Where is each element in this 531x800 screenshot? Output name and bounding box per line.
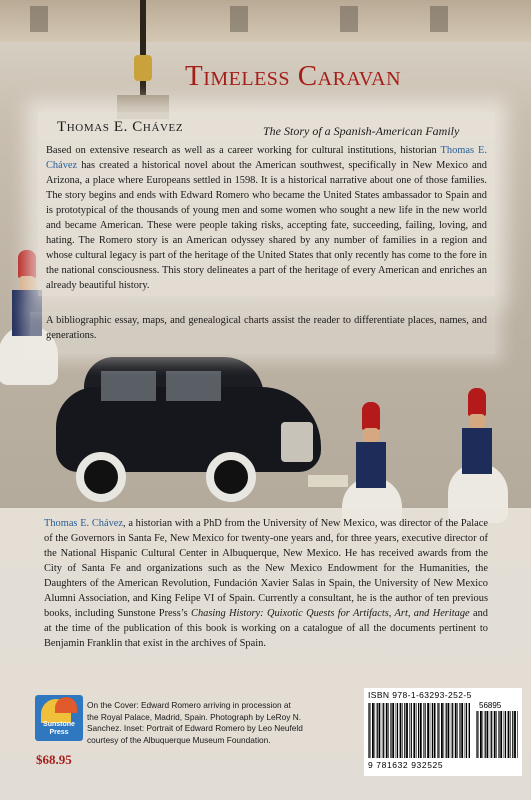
logo-text-1: Sunstone <box>43 721 75 728</box>
barcode-bars-main <box>368 703 470 758</box>
description-author-name: Thomas E. Chávez <box>46 145 487 171</box>
vintage-car <box>56 357 326 507</box>
author-name: Thomas E. Chávez <box>57 119 184 135</box>
price: $68.95 <box>36 752 72 767</box>
cover-credit-note: On the Cover: Edward Romero arriving in procession at the Royal Palace, Madrid, Spain. Photograph by LeRoy N. Sanchez. Inset: Portrait of Edward Romero by Leo Neufeld courtesy of the Albuquerque Museum Foundation. <box>87 700 303 745</box>
bio-book-title: Chasing History: Quixotic Quests for Artifacts, Art, and Heritage <box>191 608 470 619</box>
isbn-barcode <box>364 688 522 776</box>
description-text-1: Based on extensive research as well as a career working for cultural institutions, historian <box>46 145 441 156</box>
bio-text-2: and at the time of the publication of this book is working on a catalogue of all the documents pertinent to Benjamin Franklin that exist in the archives of Spain. <box>44 608 488 649</box>
mounted-guard <box>458 388 496 508</box>
palace-facade <box>0 0 531 42</box>
street-lamp <box>117 0 169 120</box>
book-subtitle: The Story of a Spanish-American Family <box>263 124 460 138</box>
logo-text-2: Press <box>49 729 69 736</box>
mounted-guard <box>352 402 390 522</box>
sunstone-press-logo-icon <box>35 695 83 741</box>
bio-author-name: Thomas E. Chávez <box>44 518 124 529</box>
description-text-2: has created a historical novel about the American southwest, specifically in New Mexico and Arizona, a place where Europeans settled in 1598. It is a historical narrative about one of those families. The story begins and ends with Edward Romero who became the United States ambassador to Spain and is prototypical of the thousands of young men and some women who sought a new life in the new world and became American. These were people taking risks, accepting fate, succeeding, failing, loving, and hating. The Romero story is an American odyssey shared by any number of families in a region and whose cultural legacy is part of the heritage of the United States that only recently has come to the fore in the national consciousness. This story delineates a part of the heritage of every American and enriches an already beautiful history. <box>46 160 487 291</box>
barcode-addon-digits: 56895 <box>479 701 502 710</box>
barcode-digits: 9 781632 932525 <box>368 760 444 770</box>
isbn-text: ISBN 978-1-63293-252-5 <box>368 690 472 700</box>
bibliographic-note: A bibliographic essay, maps, and genealogical charts assist the reader to differentiate places, names, and generations. <box>46 315 487 341</box>
author-bio <box>44 516 488 651</box>
bio-text-1: , a historian with a PhD from the University of New Mexico, was director of the Palace of the Governors in Santa Fe, New Mexico for twenty-one years and, for three years, executive director of the National Hispanic Cultural Center in Albuquerque, New Mexico. He has received awards from the City of Santa Fe and organizations such as the New Mexico Endowment for the Humanities, the Daughters of the American Revolution, Fundación Xavier Salas in Spain, the University of New Mexico Alumni Association, and King Felipe VI of Spain. Currently a consultant, he is the author of ten previous books, including Sunstone Press’s <box>44 518 489 619</box>
book-title: Timeless Caravan <box>185 60 402 92</box>
book-description <box>46 143 487 293</box>
barcode-bars-addon <box>476 711 518 758</box>
